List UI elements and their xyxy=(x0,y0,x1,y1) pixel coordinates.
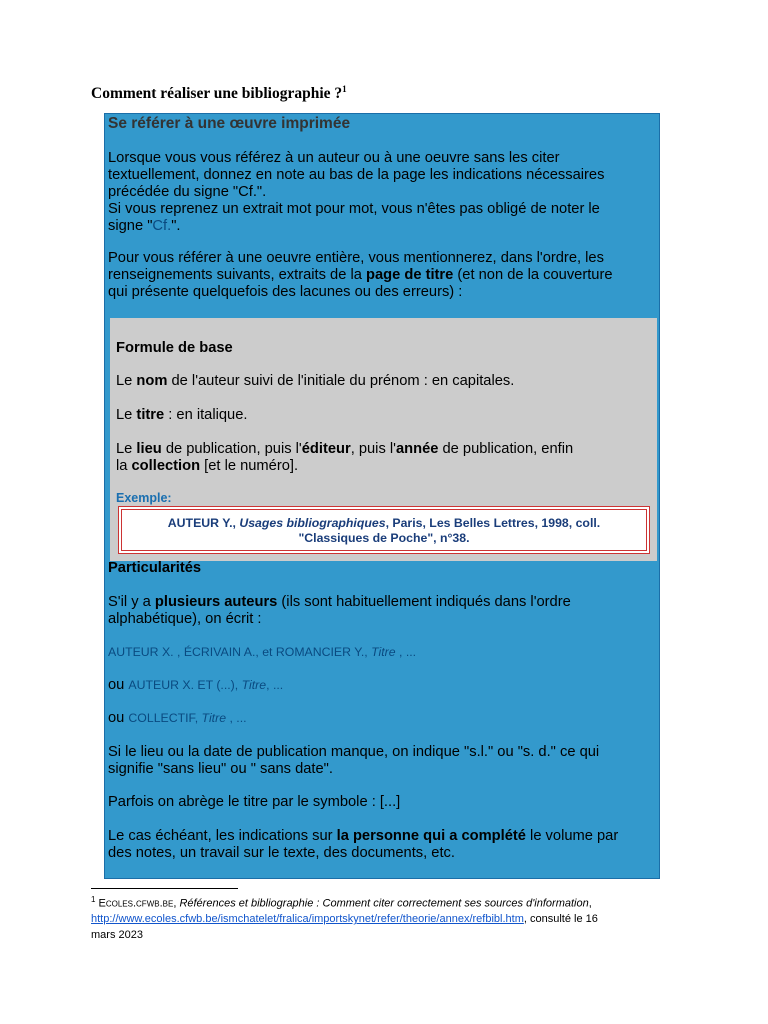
formule-line-lieu: Le lieu de publication, puis l'éditeur, puis l'année de publication, enfin la collection [et le numéro]. xyxy=(116,441,574,474)
example-et-al: ou AUTEUR X. ET (...), Titre, ... xyxy=(108,677,284,693)
formule-line-titre: Le titre : en italique. xyxy=(116,407,248,423)
footnote-title: Références et bibliographie : Comment citer correctement ses sources d'information xyxy=(179,897,589,910)
example-label: Exemple: xyxy=(116,491,172,505)
formule-line-nom: Le nom de l'auteur suivi de l'initiale du prénom : en capitales. xyxy=(116,373,515,389)
particularites-heading: Particularités xyxy=(108,560,202,576)
example-multiple-authors: AUTEUR X. , ÉCRIVAIN A., et ROMANCIER Y., Titre , ... xyxy=(108,645,417,659)
page-title: Comment réaliser une bibliographie ?$^1$ xyxy=(91,84,347,102)
intro-paragraph: Lorsque vous vous référez à un auteur ou à une oeuvre sans les citer textuellement, donnez en note au bas de la page les indications nécessaires précédée du signe "Cf.". Si vous reprenez un extrait mot pour mot, vous n'êtes pas obligé de noter le signe "Cf.". xyxy=(108,150,605,234)
example-collectif: ou COLLECTIF, Titre , ... xyxy=(108,710,247,726)
sans-lieu-paragraph: Si le lieu ou la date de publication manque, on indique "s.l." ou "s. d." ce qui signifie "sans lieu" ou " sans date". xyxy=(108,744,600,777)
example-box: AUTEUR Y., Usages bibliographiques, Paris, Les Belles Lettres, 1998, coll. "Classiques de Poche", n°38. xyxy=(118,506,650,554)
complement-paragraph: Le cas échéant, les indications sur la personne qui a complété le volume par des notes, un travail sur le texte, des documents, etc. xyxy=(108,828,619,861)
whole-work-paragraph: Pour vous référer à une oeuvre entière, vous mentionnerez, dans l'ordre, les renseignements suivants, extraits de la page de titre (et non de la couverture qui présente quelquefois des lacunes ou des erreurs) : xyxy=(108,250,613,300)
footnote: $^1$ Ecoles.cfwb.be, Références et bibliographie : Comment citer correctement ses sources d'information, http://www.ecoles.cfwb.be/ismchatelet/fralica/importskynet/refer/theorie/annex/refbibl.htm, consulté le 16 mars 2023 xyxy=(91,895,598,941)
abreviation-paragraph: Parfois on abrège le titre par le symbole : [...] xyxy=(108,794,401,810)
formule-panel xyxy=(110,318,657,561)
plusieurs-auteurs-paragraph: S'il y a plusieurs auteurs (ils sont habituellement indiqués dans l'ordre alphabétique), on écrit : xyxy=(108,594,571,627)
footnote-source: Ecoles.cfwb.be xyxy=(98,897,174,910)
content-box xyxy=(104,113,660,879)
footnote-ref[interactable]: 1 xyxy=(342,84,347,94)
footnote-separator xyxy=(91,888,238,889)
footnote-link[interactable]: http://www.ecoles.cfwb.be/ismchatelet/fralica/importskynet/refer/theorie/annex/refbibl.htm xyxy=(91,913,524,926)
box-heading: Se référer à une œuvre imprimée xyxy=(108,115,351,132)
formule-heading: Formule de base xyxy=(116,340,233,356)
